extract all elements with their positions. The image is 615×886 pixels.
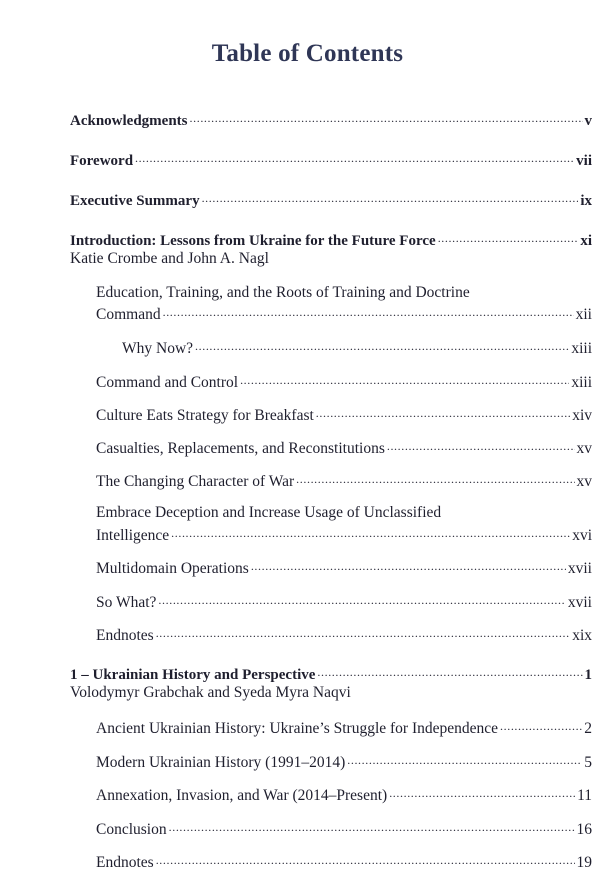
- dot-leader: [163, 303, 574, 319]
- dot-leader: [135, 150, 574, 165]
- toc-entry-label: Casualties, Replacements, and Reconstitutions: [96, 439, 385, 457]
- toc-page-number: xvi: [572, 526, 592, 544]
- toc-page-number: 2: [584, 719, 592, 737]
- toc-page-number: xix: [572, 626, 592, 644]
- toc-page-number: xiv: [572, 406, 592, 424]
- toc-page-number: xv: [576, 472, 592, 490]
- dot-leader: [387, 437, 575, 453]
- toc-subentry-endnotes[interactable]: [96, 851, 592, 872]
- toc-page-number: xv: [576, 439, 592, 457]
- toc-entry-label: The Changing Character of War: [96, 472, 295, 490]
- dot-leader: [500, 717, 582, 733]
- toc-entry-label: Introduction: Lessons from Ukraine for the Future Force: [70, 233, 436, 249]
- toc-entry-chapter-1[interactable]: [70, 664, 592, 684]
- dot-leader: [156, 851, 575, 867]
- dot-leader: [317, 664, 582, 679]
- toc-entry-label: Modern Ukrainian History (1991–2014): [96, 753, 346, 771]
- dot-leader: [347, 751, 582, 767]
- toc-subentry-education-training[interactable]: [96, 303, 592, 324]
- dot-leader: [251, 557, 566, 573]
- toc-subentry-embrace-deception[interactable]: [96, 524, 592, 545]
- dot-leader: [316, 404, 570, 420]
- toc-entry-label: Foreword: [70, 153, 134, 169]
- dot-leader: [438, 230, 579, 245]
- toc-subentry-label-line1[interactable]: Embrace Deception and Increase Usage of Unclassified: [96, 504, 442, 521]
- toc-entry-acknowledgments[interactable]: [70, 110, 592, 130]
- dot-leader: [156, 624, 571, 640]
- toc-subentry-annexation[interactable]: [96, 784, 592, 805]
- chapter-authors: Katie Crombe and John A. Nagl: [70, 250, 269, 267]
- toc-page-number: ix: [580, 193, 592, 209]
- dot-leader: [190, 110, 583, 125]
- toc-entry-label: Annexation, Invasion, and War (2014–Present): [96, 786, 388, 804]
- toc-page-number: xvii: [567, 593, 592, 611]
- toc-page-number: xiii: [571, 339, 592, 357]
- dot-leader: [389, 784, 575, 800]
- toc-page-number: 16: [576, 820, 592, 838]
- toc-subentry-command-and-control[interactable]: [96, 371, 592, 392]
- toc-subentry-conclusion[interactable]: [96, 818, 592, 839]
- toc-page-number: xi: [580, 233, 592, 249]
- toc-entry-label: Intelligence: [96, 526, 170, 544]
- toc-subentry-endnotes[interactable]: [96, 624, 592, 645]
- toc-entry-label: Multidomain Operations: [96, 559, 249, 577]
- dot-leader: [240, 371, 569, 387]
- toc-page-number: vii: [576, 153, 592, 169]
- toc-page-number: xvii: [567, 559, 592, 577]
- toc-subentry-label-line1[interactable]: Education, Training, and the Roots of Training and Doctrine: [96, 284, 470, 301]
- toc-page-number: 1: [584, 667, 592, 683]
- toc-page-number: xii: [575, 305, 592, 323]
- toc-subentry-modern-history[interactable]: [96, 751, 592, 772]
- toc-entry-label: Culture Eats Strategy for Breakfast: [96, 406, 314, 424]
- toc-entry-label: 1 – Ukrainian History and Perspective: [70, 667, 316, 683]
- page-title: Table of Contents: [211, 40, 404, 67]
- toc-entry-label: Endnotes: [96, 853, 154, 871]
- toc-page-number: xiii: [571, 373, 592, 391]
- dot-leader: [195, 337, 569, 353]
- toc-page-number: 5: [584, 753, 592, 771]
- toc-subentry-ancient-history[interactable]: [96, 717, 592, 738]
- toc-subentry-casualties[interactable]: [96, 437, 592, 458]
- dot-leader: [171, 524, 570, 540]
- toc-page-number: v: [584, 113, 592, 129]
- toc-entry-executive-summary[interactable]: [70, 190, 592, 210]
- dot-leader: [158, 591, 565, 607]
- toc-page-number: 11: [577, 786, 592, 804]
- toc-entry-label: Conclusion: [96, 820, 167, 838]
- toc-entry-label: Command and Control: [96, 373, 239, 391]
- toc-entry-label: Executive Summary: [70, 193, 200, 209]
- toc-entry-label: Acknowledgments: [70, 113, 188, 129]
- toc-entry-foreword[interactable]: [70, 150, 592, 170]
- toc-subentry-multidomain[interactable]: [96, 557, 592, 578]
- toc-page-number: 19: [576, 853, 592, 871]
- toc-subentry-so-what[interactable]: [96, 591, 592, 612]
- toc-entry-introduction[interactable]: [70, 230, 592, 250]
- toc-subentry-culture-eats-strategy[interactable]: [96, 404, 592, 425]
- toc-subentry-why-now[interactable]: [122, 337, 592, 358]
- toc-entry-label: Endnotes: [96, 626, 154, 644]
- dot-leader: [169, 818, 575, 834]
- dot-leader: [202, 190, 579, 205]
- toc-entry-label: Ancient Ukrainian History: Ukraine’s Struggle for Independence: [96, 719, 499, 737]
- toc-subentry-changing-character[interactable]: [96, 470, 592, 491]
- toc-entry-label: So What?: [96, 593, 157, 611]
- toc-entry-label: Why Now?: [122, 339, 194, 357]
- chapter-authors: Volodymyr Grabchak and Syeda Myra Naqvi: [70, 684, 351, 701]
- dot-leader: [296, 470, 574, 486]
- toc-entry-label: Command: [96, 305, 161, 323]
